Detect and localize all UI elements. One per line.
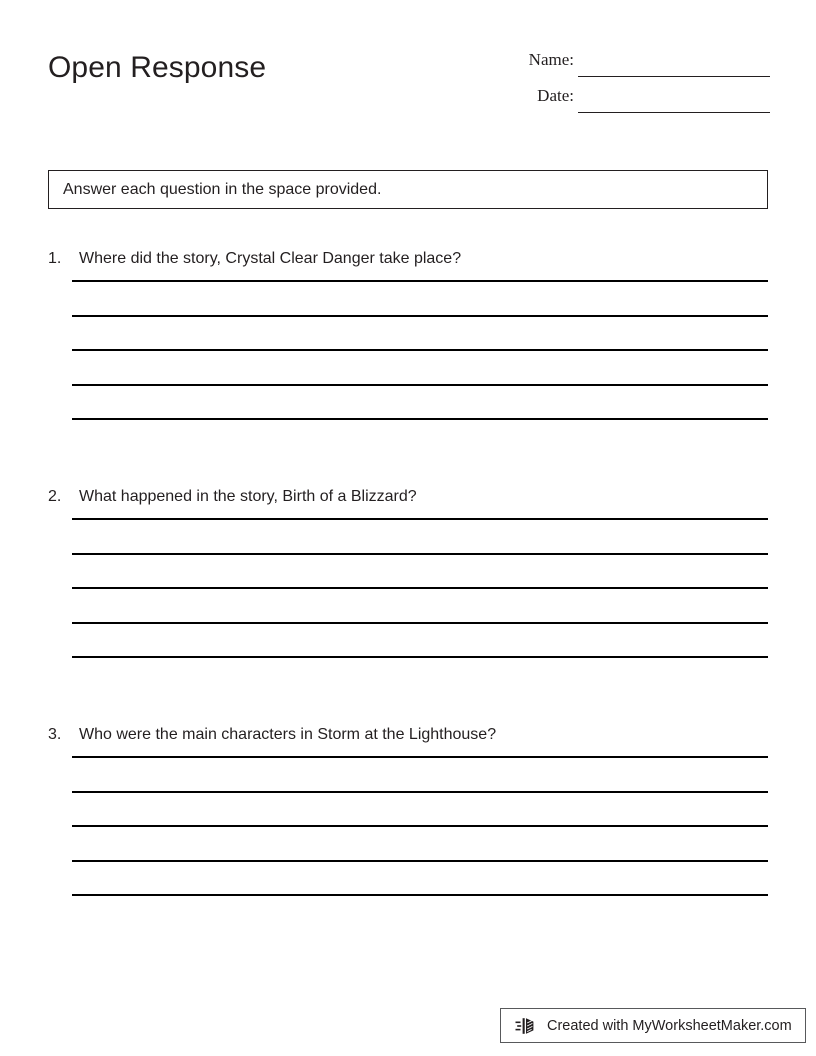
answer-line[interactable] bbox=[72, 791, 768, 793]
answer-line[interactable] bbox=[72, 894, 768, 896]
question-heading bbox=[48, 488, 768, 518]
answer-line[interactable] bbox=[72, 349, 768, 351]
answer-line[interactable] bbox=[72, 825, 768, 827]
answer-line[interactable] bbox=[72, 553, 768, 555]
answer-line[interactable] bbox=[72, 756, 768, 758]
question-number: 2. bbox=[48, 488, 62, 505]
name-label: Name: bbox=[528, 50, 574, 69]
page-title: Open Response bbox=[48, 51, 267, 84]
question-number: 1. bbox=[48, 250, 62, 267]
name-date-group bbox=[500, 48, 770, 120]
date-label: Date: bbox=[537, 86, 574, 105]
answer-line[interactable] bbox=[72, 587, 768, 589]
created-with-badge[interactable] bbox=[500, 1008, 806, 1043]
answer-line[interactable] bbox=[72, 656, 768, 658]
worksheet-header bbox=[0, 0, 816, 140]
answer-line[interactable] bbox=[72, 518, 768, 520]
answer-line[interactable] bbox=[72, 384, 768, 386]
date-field-row bbox=[500, 84, 770, 120]
name-field-row bbox=[500, 48, 770, 84]
instruction-text: Answer each question in the space provided. bbox=[63, 180, 382, 198]
date-input-line[interactable] bbox=[578, 112, 770, 113]
question-heading bbox=[48, 250, 768, 280]
question-number: 3. bbox=[48, 726, 62, 743]
name-input-line[interactable] bbox=[578, 76, 770, 77]
answer-line[interactable] bbox=[72, 622, 768, 624]
question-heading bbox=[48, 726, 768, 756]
question-text: Where did the story, Crystal Clear Danger take place? bbox=[79, 250, 462, 267]
question-block bbox=[48, 250, 768, 280]
question-text: Who were the main characters in Storm at the Lighthouse? bbox=[79, 726, 497, 743]
worksheet-maker-logo-icon bbox=[515, 1015, 539, 1037]
instruction-box bbox=[48, 170, 768, 209]
answer-line[interactable] bbox=[72, 860, 768, 862]
answer-line[interactable] bbox=[72, 280, 768, 282]
created-with-text: Created with MyWorksheetMaker.com bbox=[547, 1017, 792, 1034]
question-block bbox=[48, 726, 768, 756]
answer-line[interactable] bbox=[72, 418, 768, 420]
question-text: What happened in the story, Birth of a Blizzard? bbox=[79, 488, 417, 505]
question-block bbox=[48, 488, 768, 518]
answer-line[interactable] bbox=[72, 315, 768, 317]
